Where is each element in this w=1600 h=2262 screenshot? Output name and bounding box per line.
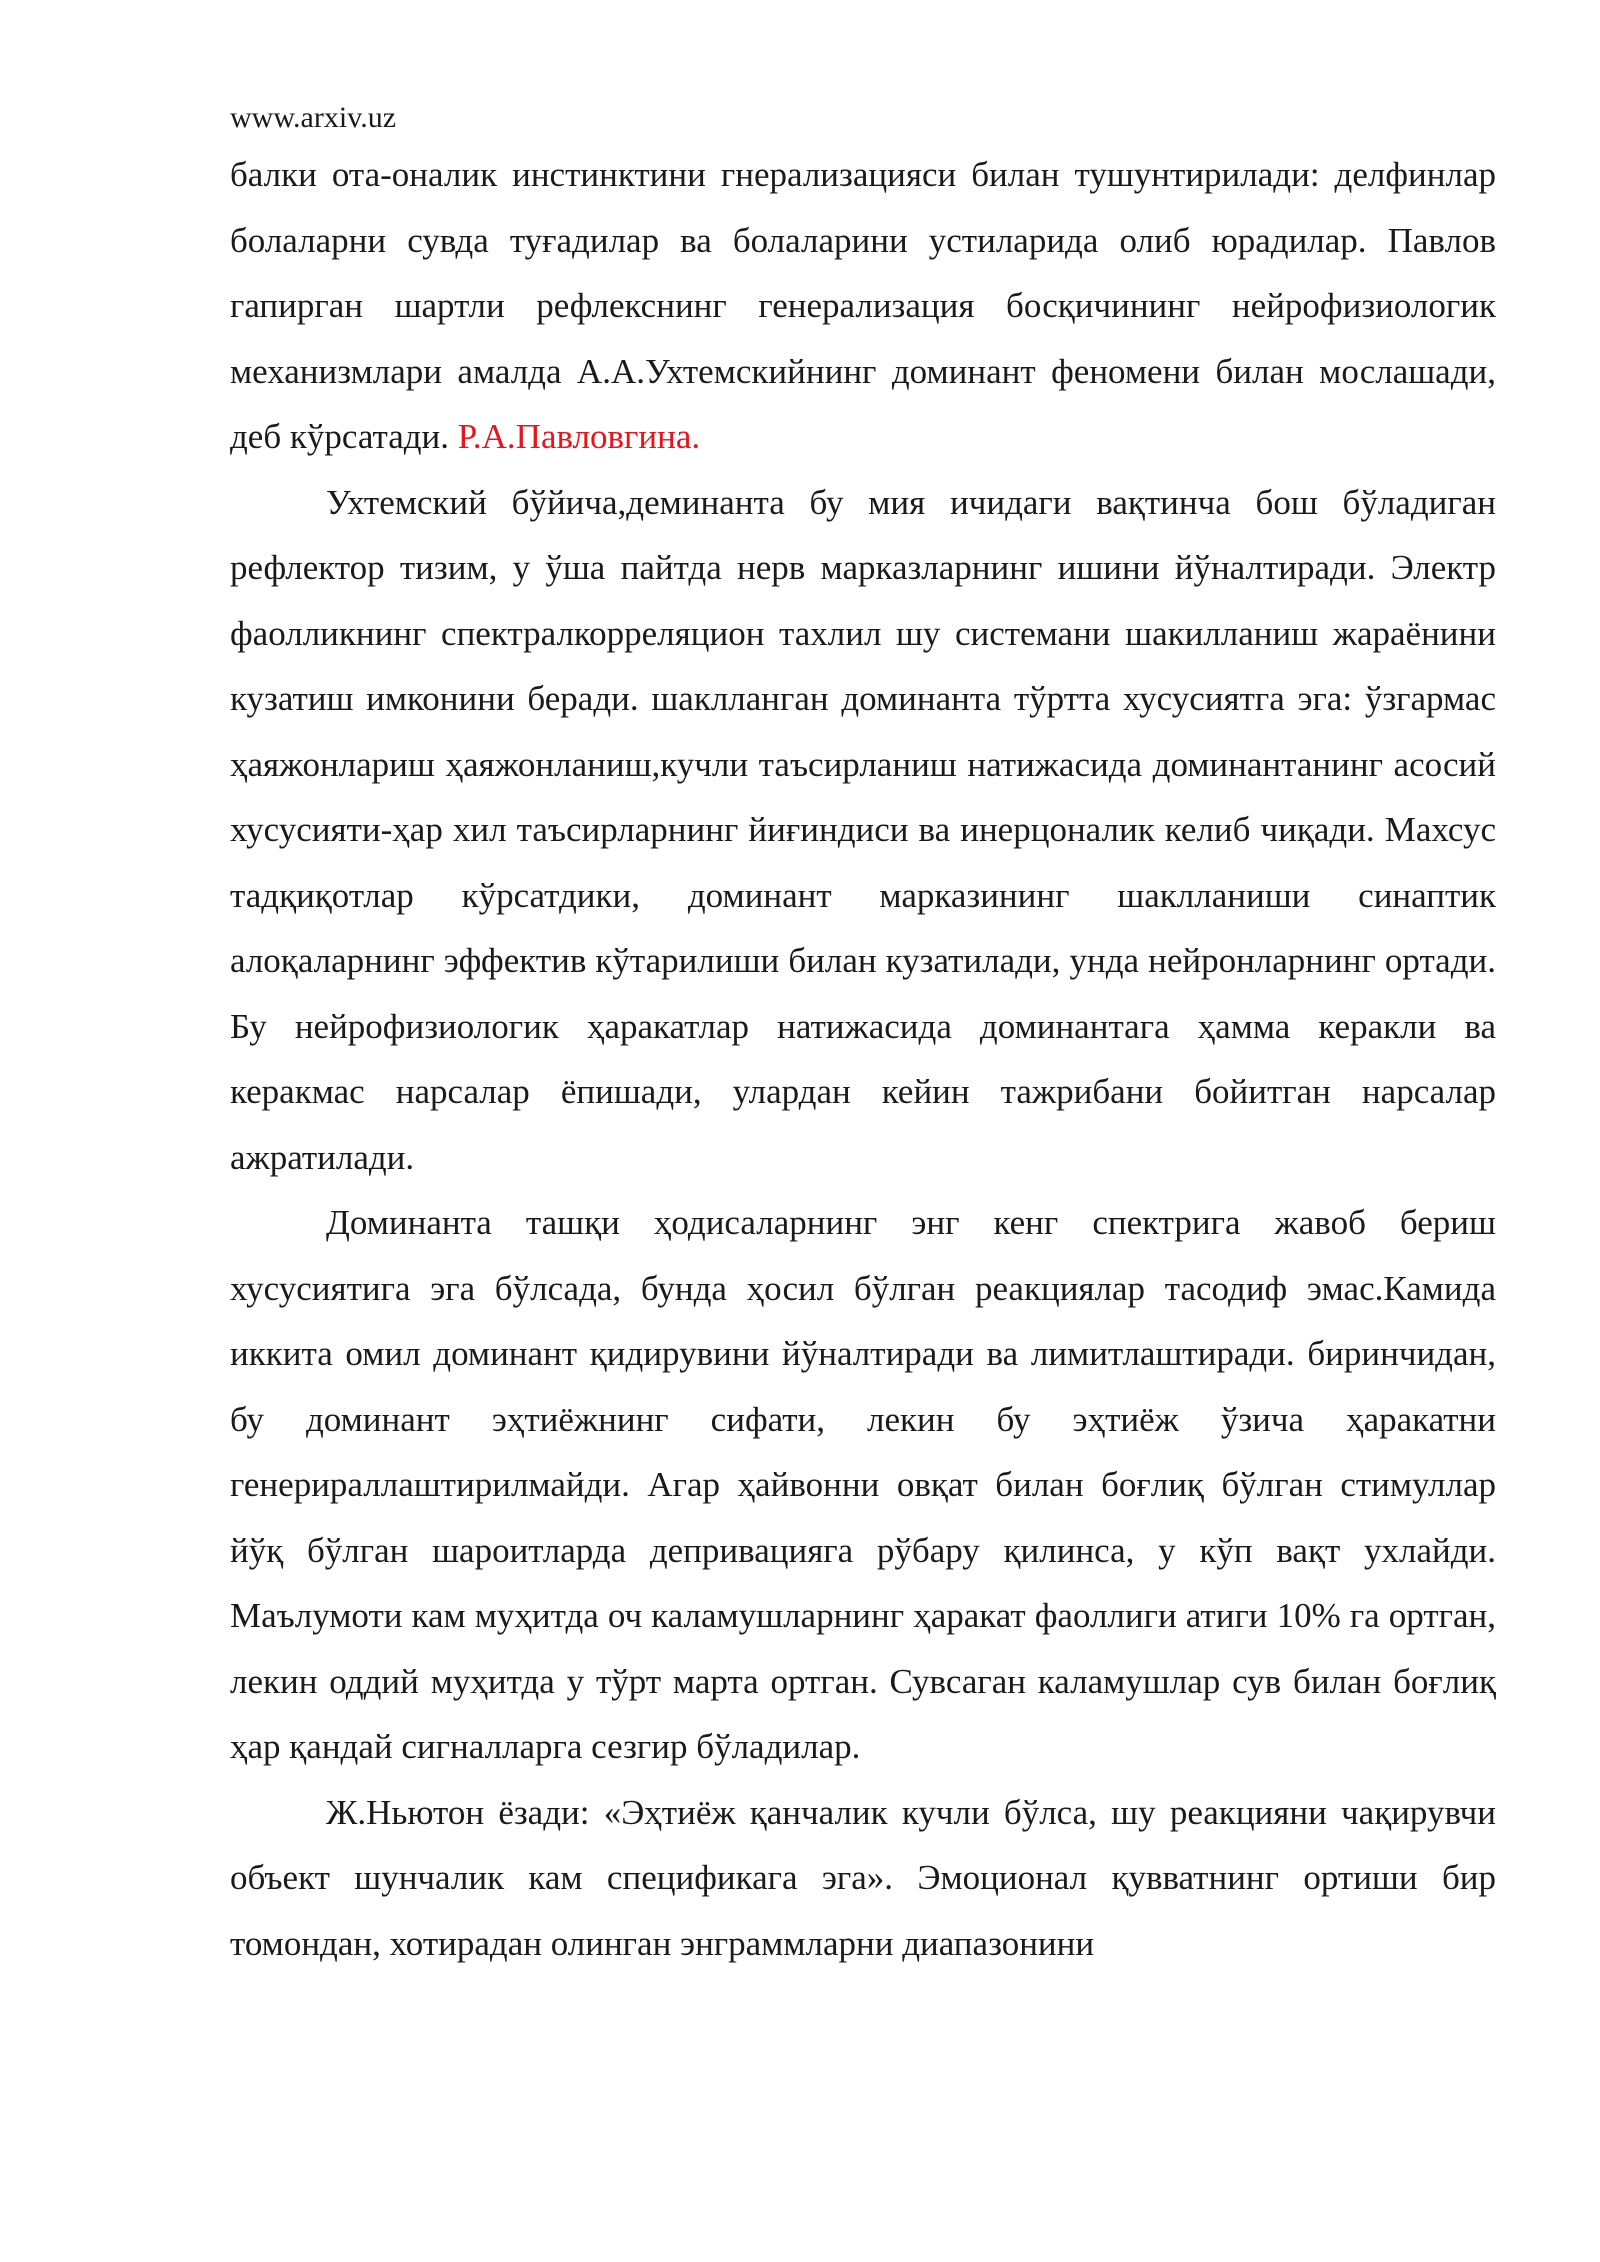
paragraph-1 — [230, 142, 1496, 470]
paragraph-4: Ж.Ньютон ёзади: «Эҳтиёж қанчалик кучли бўлса, шу реакцияни чақирувчи объект шунчалик кам спецификага эга». Эмоционал қувватнинг ортиши бир томондан, хотирадан олинган энграммларни диапазонини — [230, 1792, 1496, 1963]
document-body — [230, 142, 1496, 1976]
paragraph-3: Доминанта ташқи ҳодисаларнинг энг кенг спектрига жавоб бериш хусусиятига эга бўлсада, бунда ҳосил бўлган реакциялар тасодиф эмас.Камида иккита омил доминант қидирувини йўналтиради ва лимитлаштиради. биринчидан, бу доминант эҳтиёжнинг сифати, лекин бу эҳтиёж ўзича ҳаракатни генерираллаштирилмайди. Агар ҳайвонни овқат билан боғлиқ бўлган стимуллар йўқ бўлган шароитларда депривацияга рўбару қилинса, у кўп вақт ухлайди. Маълумоти кам муҳитда оч каламушларнинг ҳаракат фаоллиги атиги 10% га ортган, лекин оддий муҳитда у тўрт марта ортган. Сувсаган каламушлар сув билан боғлиқ ҳар қандай сигналларга сезгир бўладилар. — [230, 1203, 1496, 1766]
citation-author: Р.А.Павловгина. — [457, 417, 701, 456]
paragraph-1-text: балки ота-оналик инстинктини гнерализацияси билан тушунтирилади: делфинлар болаларни сувда туғадилар ва болаларини устиларида олиб юрадилар. Павлов гапирган шартли рефлекснинг генерализация босқичининг нейрофизиологик механизмлари амалда А.А.Ухтемскийнинг доминант феномени билан мослашади, деб кўрсатади. — [230, 155, 1496, 456]
paragraph-2: Ухтемский бўйича,деминанта бу мия ичидаги вақтинча бош бўладиган рефлектор тизим, у ўша пайтда нерв марказларнинг ишини йўналтиради. Электр фаолликнинг спектралкорреляцион тахлил шу системани шакилланиш жараёнини кузатиш имконини беради. шаклланган доминанта тўртта хусусиятга эга: ўзгармас ҳаяжонлариш ҳаяжонланиш,кучли таъсирланиш натижасида доминантанинг асосий хусусияти-ҳар хил таъсирларнинг йиғиндиси ва инерцоналик келиб чиқади. Махсус тадқиқотлар кўрсатдики, доминант марказининг шаклланиши синаптик алоқаларнинг эффектив кўтарилиши билан кузатилади, унда нейронларнинг ортади. Бу нейрофизиологик ҳаракатлар натижасида доминантага ҳамма керакли ва керакмас нарсалар ёпишади, улардан кейин тажрибани бойитган нарсалар ажратилади. — [230, 482, 1496, 1177]
page-header-url: www.arxiv.uz — [230, 101, 397, 134]
